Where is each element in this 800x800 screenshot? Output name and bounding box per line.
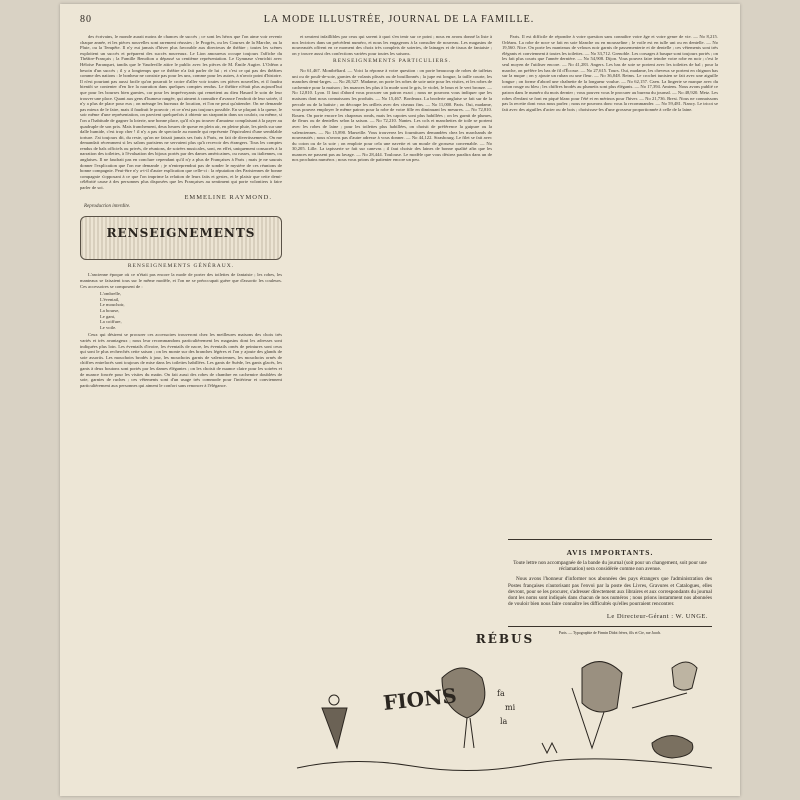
- reader-answers-text: No 61,467. Montbéliard. — Voici la réponse à votre question : on porte beaucoup de robes de taffetas uni ou de poult-de-soie, garnies de volants plissés ou de bouillonnés ; la jupe est longue, la taille courte, les manches demi-larges. — No 20,327. Madame, on porte les robes de soie unie pour les visites, et les robes de cachemire pour la maison ; les nuances les plus à la mode sont le gris, le violet, le brun et le vert bronze. — No 12,810. Lyon. Il faut d'abord vous procurer un patron exact ; nous ne pouvons vous indiquer que les maisons dont nous connaissons les produits. — No 15,467. Bordeaux. La broderie anglaise se fait sur de la percale ou de la batiste ; on découpe les œillets avec des ciseaux fins. — No 11,000. Paris. Oui, madame, vous pouvez employer le même patron pour la robe de votre fille en diminuant les mesures. — No 72,810. Rouen. On porte encore les chapeaux ronds, mais les capotes sont plus habillées ; on les garnit de plumes, de fleurs ou de dentelles selon la saison. — No 72,210. Nantes. Les cols et manchettes de toile se portent avec les robes de laine ; pour les toilettes plus habillées, on choisit de préférence la guipure ou la valenciennes. — No 15,890. Marseille. Vous trouverez les fournitures demandées chez les marchands de nouveautés ; nous n'avons pas d'autre adresse à vous donner. — No 44,122. Strasbourg. Le filet se fait avec du coton ou de la soie ; on emploie pour cela une navette et un moule de grosseur convenable. — No 30,205. Lille. La tapisserie se fait sur canevas ; il faut choisir des laines de bonne qualité afin que les nuances ne passent pas au lavage. — No 28,444. Toulouse. Le modèle que vous désirez paraîtra dans un de nos prochains numéros ; nous vous prions de patienter encore un peu.: [292, 67, 492, 163]
- general-info-text: Ceux qui désirent se procurer ces accessoires trouveront chez les meilleures maisons des choix très variés et très avantageux ; nous leur recommandons particulièrement les magasins dont les adresses sont indiquées plus loin. Les éventails d'ivoire, les éventails de nacre, les éventails ornés de peintures sont ceux qui sont le plus recherchés cette saison ; on les monte sur des branches légères et l'on y ajoute des glands de soie assortis. Les mouchoirs brodés à jour, les mouchoirs garnis de valenciennes, les mouchoirs ornés de chiffres entrelacés sont toujours de mise dans les toilettes habillées. Les gants de Suède, les gants glacés, les gants à deux boutons sont portés par les dames élégantes ; on les choisit de nuance claire pour les soirées et de nuance foncée pour les visites du matin. On fait aussi des robes de chambre en cachemire doublées de soie, garnies de ruches ; ces vêtements sont d'un usage très commode pour l'intérieur et conviennent particulièrement aux personnes qui aiment le confort sans renoncer à l'élégance.: [80, 332, 282, 388]
- list-item: L'éventail,: [100, 296, 120, 302]
- man-figure: [582, 662, 622, 712]
- newspaper-page: [60, 4, 740, 796]
- figure-head: [329, 695, 339, 705]
- divider: [508, 539, 712, 540]
- accessories-list: [100, 291, 282, 330]
- bottle-shapes: [542, 743, 557, 753]
- music-note-label: la: [500, 717, 508, 726]
- right-answers-text: Paris. Il est difficile de répondre à votre question sans connaître votre âge et votre genre de vie. — No 8,215. Orléans. La robe de noce se fait en soie blanche ou en mousseline ; le voile est en tulle uni ou en dentelle. — No 19,560. Nice. On porte les manteaux de velours noir garnis de passementerie et de dentelle ; ces vêtements sont très élégants et conviennent à toutes les toilettes. — No 33,712. Grenoble. Les corsages à basque sont toujours portés ; on les fait plus courts que l'année dernière. — No 54,908. Dijon. Vous pouvez faire teindre votre robe en noir ; c'est le seul moyen de l'utiliser encore. — No 41,283. Angers. Les bas de soie se portent avec les toilettes de bal ; pour la marche, on préfère les bas de fil d'Écosse. — No 27,615. Tours. Oui, madame, les cheveux se portent en chignon bas sur la nuque ; on y ajoute un ruban ou une fleur. — No 36,048. Reims. Le crochet tunisien se fait avec une aiguille longue ; on forme d'abord une chaînette de la longueur voulue. — No 62,157. Caen. La lingerie se marque avec du coton rouge ou bleu ; les chiffres brodés au plumetis sont plus élégants. — No 17,394. Amiens. Nous avons publié ce patron dans le numéro du mois dernier ; vous pouvez vous le procurer au bureau du journal. — No 48,920. Metz. Les robes d'enfant se font en piqué blanc pour l'été et en mérinos pour l'hiver. — No 21,736. Brest. Nous ne connaissons pas la recette dont vous nous parlez ; nous ne pouvons donc vous la recommander. — No 59,481. Nancy. Le tricot se fait avec des aiguilles d'acier ou de bois ; choisissez-les d'une grosseur proportionnée à celle de la laine.: [502, 34, 718, 112]
- section-intro: L'ancienne époque où ce n'était pas encore la mode de porter des toilettes de fantaisie ; les robes, les manteaux se faisaient tous sur le même modèle, et l'on ne se préoccupait guère que d'assortir les couleurs. Ces accessoires se composent de :: [80, 272, 282, 289]
- bird-legs: [464, 718, 474, 748]
- rebus-word: FIONS: [382, 683, 458, 715]
- page-number: 80: [80, 14, 92, 25]
- important-notices: [502, 539, 718, 635]
- rebus-title: RÉBUS: [475, 632, 535, 646]
- list-item: Le gant,: [100, 313, 116, 319]
- director-signature: Le Directeur-Gérant : W. UNGE.: [606, 613, 708, 621]
- printer-footer: Paris. — Typographie de Firmin Didot frères, fils et Cie, rue Jacob.: [558, 631, 662, 636]
- postal-notice: Nous avons l'honneur d'informer nos abonnées des pays étrangers que l'administration des Postes françaises n'autorisant pas l'envoi par la poste des Livres, Gravures et Catalogues, elles devront, pour se les procurer, s'adresser directement aux libraires et aux correspondants du journal dont les noms sont indiqués dans chacun de nos numéros ; nous prions instamment nos abonnées de vouloir bien nous faire connaître les difficultés qu'elles pourraient rencontrer.: [508, 576, 712, 608]
- journal-title: LA MODE ILLUSTRÉE, JOURNAL DE LA FAMILLE.: [263, 14, 535, 25]
- figure-shape: [322, 708, 347, 748]
- author-signature: EMMELINE RAYMOND.: [184, 193, 272, 201]
- notices-title: AVIS IMPORTANTS.: [566, 548, 654, 557]
- chronicle-text: des écrivains, le monde aurait moins de chances de succès ; ce sont les héros que l'on aime voir revenir chaque année, et les pièces nouvelles sont rarement réussies ; le Progrès, ou les Courses de la Marche, ou la Pluie, ou la Tempête. Il n'y eut jamais d'hiver plus favorable aux directeurs de théâtre ; toutes les scènes exploitent un succès et préparent des succès nouveaux. Le Lion amoureux occupe toujours l'affiche du Théâtre-Français ; la Famille Benoîton a dépassé sa centième représentation. Le Gymnase s'enrichit avec Héloïse Paranquet, tandis que le Vaudeville attire le public avec les pièces de M. Émile Augier. L'Odéon a besoin d'un succès ; il y a longtemps que ce théâtre n'a fait parler de lui ; et c'est ce qui pas des théâtres comme des nations : le bonheur ne consiste pas pour les uns, comme pour les autres, à n'avoir point d'histoire. Il n'est pourtant pas aussi facile qu'on pourrait le croire d'aller voir toutes ces pièces nouvelles, et il faudra bientôt se contenter d'en lire la narration dans quelques comptes rendus. Le théâtre n'était plus aujourd'hui que pour les bourses bien garnies, car pour les imprévoyants qui remettent au dieu Hasard le soin de leur trouver une place. Quant aux gens d'humeur rangée, qui aiment à connaître d'avance l'endroit de leur soirée, il n'y a plus de place pour eux ; on ménage les bureaux de location, et l'on ne peut qu'attendre. On ne demande pas mieux de le faire, mais il faudrait le pouvoir ; et ce n'est pas toujours possible. En se plaçant à la queue, le soir même d'une représentation, on parvient quelquefois à obtenir un strapontin dans un couloir, ou même, si l'on a l'habitude de gagner la loterie, une bonne place, qu'il n'a pu trouver d'amateur complaisant à la payer au quadruple de son prix. Mais franchement, deux heures de queue en plein air, en pleine pluie, les pieds sur une dalle humide, c'est trop cher ! il n'y a pas de spectacle au monde qui représente l'équivalent d'une semblable torture. J'ai toujours dit, du reste, qu'on ne faisait jamais ses frais à Paris, en fait de divertissements. On me demandait récemment si les salons parisiens ne servaient plus qu'à recevoir des étrangers. Tous les comptes rendus de bals officiels ou privés, de réunions, de soirées musicales, sont, en effet, uniquement consacrés à la narration des toilettes, à l'évaluation des bijoux portés par des dames américaines, ou russes, ou italiennes, ou anglaises. Il ne faudrait pas en conclure cependant qu'il n'y a plus de Françaises à Paris ; mais je ne saurais donner l'explication que l'on me demande ; je n'entreprendrai pas de sonder le mystère de ces réunions de bonne compagnie. Peut-être n'y a-t-il d'autre explication que celle-ci : la réputation des Parisiennes de bonne compagnie s'opposant à ce que l'on imprime la relation de leurs faits et gestes, et le plaisir que cette demi-célébrité cause à des personnes plus disposées que les Françaises au sentiment qui porte volontiers à faire parler de soi.: [80, 34, 282, 191]
- list-item: L'ombrelle,: [100, 291, 122, 297]
- renseignements-banner: [80, 216, 282, 260]
- divider: [508, 626, 712, 627]
- section-heading-particular: RENSEIGNEMENTS PARTICULIERS.: [333, 58, 451, 65]
- list-item: Le voile.: [100, 324, 117, 330]
- column-right: [502, 34, 718, 539]
- banner-title: RENSEIGNEMENTS: [106, 225, 256, 240]
- section-heading-general: RENSEIGNEMENTS GÉNÉRAUX.: [127, 262, 235, 269]
- reproduction-note: Reproduction interdite.: [84, 204, 131, 210]
- ground-line: [297, 759, 712, 771]
- music-note-label: fa: [497, 689, 505, 698]
- list-item: La coiffure,: [100, 319, 122, 325]
- music-note-label: mi: [505, 703, 516, 712]
- page-header: [80, 14, 718, 30]
- column-left: [80, 34, 282, 794]
- middle-intro-text: et seraient infaillibles par ceux qui savent à quoi s'en tenir sur ce point ; nous en avons donné la liste à nos lectrices dans un précédent numéro, et nous les engageons à la consulter de nouveau. Les magasins de nouveautés offrent en ce moment des choix très complets de soieries, de lainages et de tissus de fantaisie ; on y trouve aussi des confections variées pour toutes les saisons.: [292, 34, 492, 56]
- list-item: La bourse,: [100, 307, 120, 313]
- notices-text: Toute lettre non accompagnée de la bande du journal (soit pour un changement, soit pour une réclamation) sera considérée comme non avenue.: [513, 560, 707, 573]
- rebus-puzzle: [292, 632, 718, 780]
- rebus-illustration: [292, 648, 718, 780]
- list-item: Le mouchoir,: [100, 302, 125, 308]
- child-figure: [672, 662, 697, 690]
- cat-shape: [632, 693, 693, 758]
